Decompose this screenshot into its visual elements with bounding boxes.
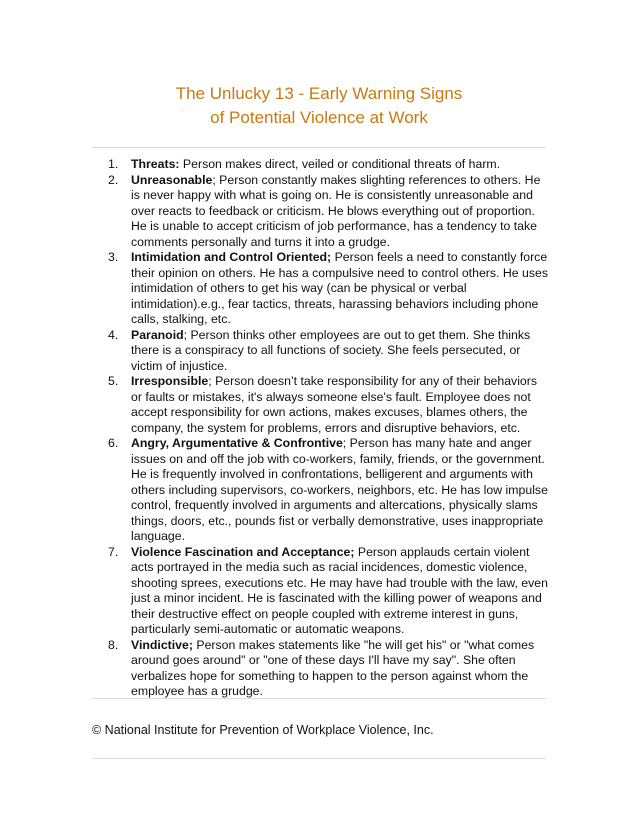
item-term: Intimidation and Control Oriented; [131,250,332,264]
list-item [108,157,548,173]
list-item [108,250,548,328]
item-number: 8. [108,637,119,652]
item-number: 1. [108,157,119,171]
item-text: ; Person constantly makes slighting references to others. He is never happy with what is going on. He is consistently unreasonable and over reacts to feedback or criticism. He blows everything out of proportion. He is unable to accept criticism of job performance, has a tendency to take comments personally and turns it into a grudge. [131,172,541,249]
item-number: 3. [108,250,119,264]
warning-signs-list [108,157,548,700]
list-item [108,374,548,436]
list-item [108,436,548,545]
item-number: 7. [108,544,119,559]
item-term: Threats: [131,157,180,171]
divider-middle [92,698,546,699]
item-text: Person makes statements like "he will get his" or "what comes around goes around" or "one of these days I'll have my say". She often verbalizes hope for something to happen to the person against whom the employee has a grudge. [131,637,535,698]
title-line-1: The Unlucky 13 - Early Warning Signs [175,84,463,103]
item-number: 5. [108,374,119,388]
item-text: ; Person thinks other employees are out to get them. She thinks there is a conspiracy to all functions of society. She feels persecuted, or victim of injustice. [131,327,531,373]
list-item [108,173,548,251]
item-number: 2. [108,172,119,187]
list-item [108,545,548,638]
item-number: 6. [108,436,119,450]
item-term: Violence Fascination and Acceptance; [131,544,355,559]
item-number: 4. [108,327,119,342]
page-title [0,82,638,130]
list-item [108,328,548,375]
divider-bottom [92,758,546,759]
copyright-footer: © National Institute for Prevention of Workplace Violence, Inc. [92,723,434,737]
item-term: Angry, Argumentative & Confrontive [131,436,343,450]
item-term: Unreasonable [131,172,213,187]
item-text: Person feels a need to constantly force their opinion on others. He has a compulsive need to control others. He uses intimidation of others to get his way (can be physical or verbal intimidation).e.g., fear tactics, threats, harassing behaviors including phone calls, stalking, etc. [131,250,548,326]
item-text: Person applauds certain violent acts portrayed in the media such as racial incidences, domestic violence, shooting sprees, executions etc. He may have had trouble with the law, even just a minor incident. He is fascinated with the killing power of weapons and their destructive effect on people coupled with extreme interest in guns, particularly semi-automatic or automatic weapons. [131,544,548,636]
item-term: Paranoid [131,327,184,342]
item-text: ; Person has many hate and anger issues on and off the job with co-workers, family, friends, or the government. He is frequently involved in confrontations, belligerent and arguments with others including supervisors, co-workers, neighbors, etc. He has low impulse control, frequently involved in arguments and altercations, physically slams things, doors, etc., pounds fist or verbally demonstrative, uses inappropriate language. [131,436,548,543]
list-item [108,638,548,700]
item-text: ; Person doesn’t take responsibility for any of their behaviors or faults or mistakes, it's always someone else's fault. Employee does not accept responsibility for own actions, makes excuses, blames others, the company, the system for problems, errors and disruptive behaviors, etc. [131,374,538,435]
divider-top [92,147,546,148]
title-line-2: of Potential Violence at Work [210,108,428,127]
item-term: Vindictive; [131,637,193,652]
item-text: Person makes direct, veiled or conditional threats of harm. [179,157,501,171]
item-term: Irresponsible [131,374,209,388]
